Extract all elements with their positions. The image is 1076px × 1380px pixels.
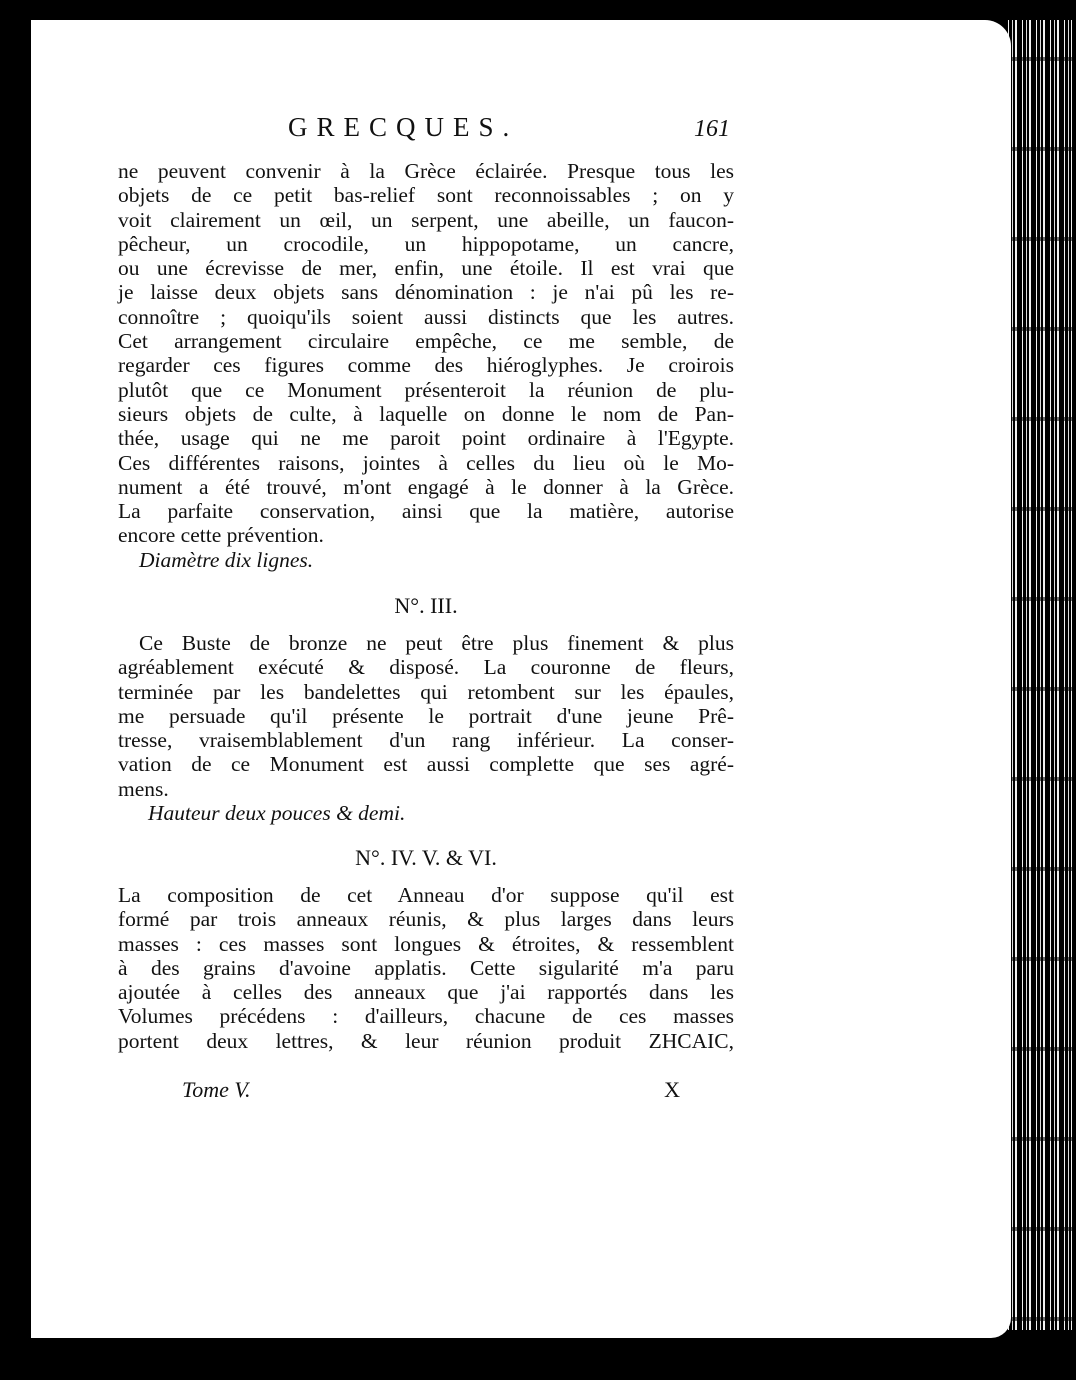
page-number: 161 [694, 116, 730, 142]
paragraph-line: ne peuvent convenir à la Grèce éclairée. Presque tous les [118, 159, 734, 183]
paragraph-line: terminée par les bandelettes qui retombent sur les épaules, [118, 679, 734, 704]
page-header [118, 112, 734, 155]
measurement-note: Hauteur deux pouces & demi. [148, 801, 406, 826]
paragraph-line: La composition de cet Anneau d'or suppose qu'il est [118, 883, 734, 907]
paragraph-line: tresse, vraisemblablement d'un rang inférieur. La conser- [118, 728, 734, 753]
paragraph-line: Cet arrangement circulaire empêche, ce me semble, de [118, 329, 734, 354]
section-3-paragraph [118, 883, 734, 1053]
section-2-paragraph [118, 631, 734, 825]
measurement-note: Diamètre dix lignes. [139, 547, 314, 572]
paragraph-line: formé par trois anneaux réunis, & plus larges dans leurs [118, 907, 734, 932]
section-3-heading: N°. IV. V. & VI. [355, 845, 497, 870]
paragraph-line: plutôt que ce Monument présenteroit la réunion de plu- [118, 377, 734, 402]
paragraph-line: Ce Buste de bronze ne peut être plus finement & plus [139, 631, 734, 655]
paragraph-line: connoître ; quoiqu'ils soient aussi distincts que les autres. [118, 304, 734, 329]
paragraph-line: sieurs objets de culte, à laquelle on donne le nom de Pan- [118, 401, 734, 426]
paragraph-line: agréablement exécuté & disposé. La couronne de fleurs, [118, 655, 734, 680]
running-head: GRECQUES. [288, 112, 519, 142]
paragraph-line: La parfaite conservation, ainsi que la matière, autorise [118, 499, 734, 524]
paragraph-line: Volumes précédens : d'ailleurs, chacune de ces masses [118, 1004, 734, 1029]
scan-border-left [0, 0, 30, 1380]
volume-signature: Tome V. [182, 1077, 251, 1102]
paragraph-line: à des grains d'avoine applatis. Cette sigularité m'a paru [118, 955, 734, 980]
signature-mark: X [664, 1077, 680, 1102]
paragraph-line: objets de ce petit bas-relief sont reconnoissables ; on y [118, 183, 734, 208]
paragraph-line: je laisse deux objets sans dénomination : je n'ai pû les re- [118, 280, 734, 305]
page-edge-shading [1006, 20, 1072, 1330]
page-footer [118, 1078, 734, 1104]
paragraph-line: voit clairement un œil, un serpent, une abeille, un faucon- [118, 207, 734, 232]
section-2-heading: N°. III. [394, 593, 458, 618]
paragraph-line: mens. [118, 776, 169, 801]
paragraph-line: me persuade qu'il présente le portrait d'une jeune Prê- [118, 703, 734, 728]
paragraph-line: ou une écrevisse de mer, enfin, une étoile. Il est vrai que [118, 256, 734, 281]
paragraph-line: vation de ce Monument est aussi complette que ses agré- [118, 752, 734, 777]
section-1-paragraph [118, 159, 734, 572]
paragraph-line: portent deux lettres, & leur réunion produit ΖΗCΑΙC, [118, 1028, 734, 1053]
paragraph-line: nument a été trouvé, m'ont engagé à le donner à la Grèce. [118, 474, 734, 499]
book-page [31, 20, 1011, 1338]
paragraph-line: masses : ces masses sont longues & étroites, & ressemblent [118, 931, 734, 956]
paragraph-line: ajoutée à celles des anneaux que j'ai rapportés dans les [118, 980, 734, 1005]
paragraph-line: thée, usage qui ne me paroit point ordinaire à l'Egypte. [118, 426, 734, 451]
paragraph-line: pêcheur, un crocodile, un hippopotame, un cancre, [118, 231, 734, 256]
paragraph-line: regarder ces figures comme des hiéroglyphes. Je croirois [118, 353, 734, 378]
paragraph-line: encore cette prévention. [118, 523, 324, 548]
paragraph-line: Ces différentes raisons, jointes à celles du lieu où le Mo- [118, 450, 734, 475]
